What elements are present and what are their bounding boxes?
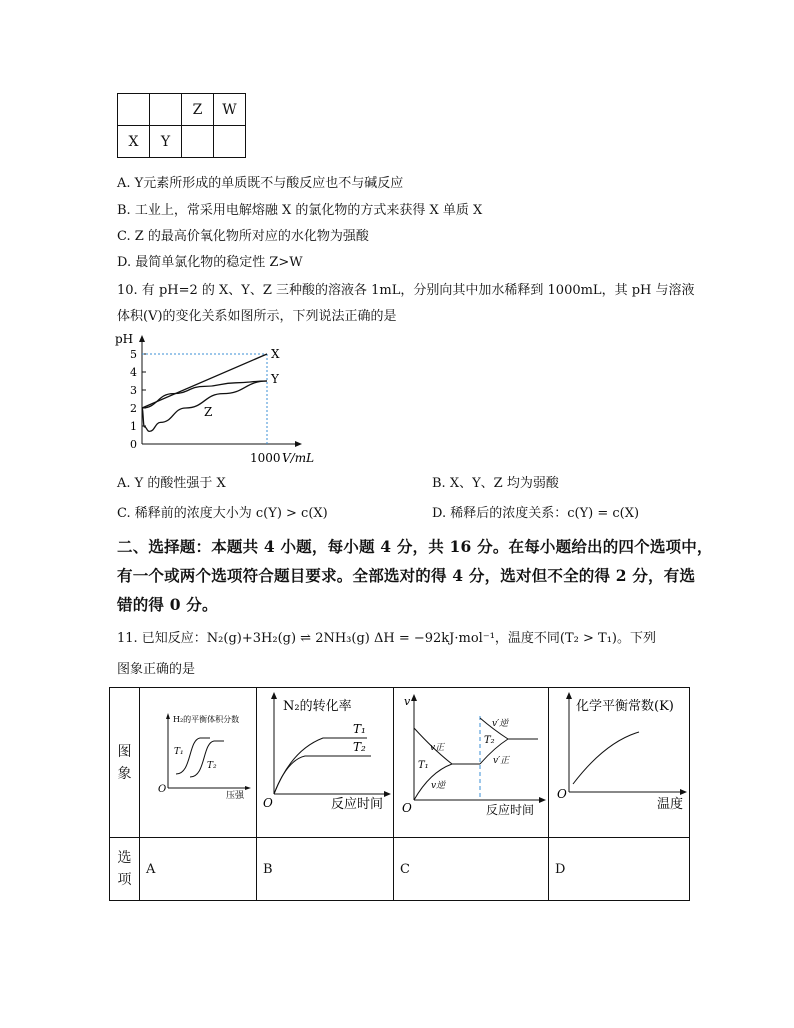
row-header-graphs [110, 688, 140, 838]
q10-option-a: A. Y 的酸性强于 X [117, 476, 226, 491]
option-b-cell: B [257, 838, 394, 901]
graph-a-curve-t2 [190, 741, 224, 777]
graph-a-cell [140, 688, 257, 838]
graph-a-t1: T₁ [174, 747, 184, 757]
row-header-label: 选项 [117, 850, 132, 888]
graph-b-cell [257, 688, 394, 838]
graph-c-origin: O [402, 801, 412, 815]
graph-d-xlabel: 温度 [657, 797, 684, 812]
y-tick-label: 4 [130, 366, 137, 379]
graph-a-t2: T₂ [207, 761, 217, 771]
section2-line1: 二、选择题：本题共 4 小题，每小题 4 分，共 16 分。在每小题给出的四个选项中， [117, 537, 713, 556]
q10-option-b: B. X、Y、Z 均为弱酸 [432, 476, 559, 491]
q9-option-b: B. 工业上，常采用电解熔融 X 的氯化物的方式来获得 X 单质 X [117, 203, 483, 218]
ph-chart [112, 330, 327, 468]
q9-option-c: C. Z 的最高价氧化物所对应的水化物为强酸 [117, 229, 369, 244]
graph-d-origin: O [557, 787, 567, 801]
graph-a-x-arrow [245, 786, 251, 790]
series-label-x: X [271, 347, 280, 361]
x-axis-label: V/mL [282, 451, 315, 465]
q11-stem-line1: 11. 已知反应：N₂(g)+3H₂(g) ⇌ 2NH₃(g) ΔH = −92kJ·mol⁻¹，温度不同(T₂ > T₁)。下列 [117, 631, 656, 646]
graph-b-xlabel: 反应时间 [331, 797, 384, 812]
table-cell: W [214, 94, 246, 126]
x-tick-label: 1000 [250, 451, 281, 465]
series-label-z: Z [204, 405, 213, 419]
option-a-cell: A [140, 838, 257, 901]
q10-stem-line1: 10. 有 pH=2 的 X、Y、Z 三种酸的溶液各 1mL，分别向其中加水稀释到 1000mL，其 pH 与溶液 [117, 283, 695, 298]
graph-c-v2-rev-label: v′逆 [492, 719, 509, 729]
series-line-x [142, 354, 267, 408]
graph-d-cell [549, 688, 690, 838]
y-tick-label: 2 [130, 402, 137, 415]
graph-a-xlabel: 压强 [226, 791, 245, 801]
graph-a [140, 688, 256, 833]
section2-line2: 有一个或两个选项符合题目要求。全部选对的得 4 分，选对但不全的得 2 分，有选 [117, 566, 696, 585]
graph-c-ylabel: v [404, 695, 411, 708]
y-axis-label: pH [115, 332, 134, 346]
table-cell [118, 94, 150, 126]
graph-a-origin: O [158, 784, 167, 795]
table-cell [182, 126, 214, 158]
graph-c [394, 688, 548, 833]
y-axis-arrow [139, 335, 145, 342]
graph-a-y-arrow [166, 713, 170, 719]
graph-a-title: H₂的平衡体积分数 [173, 715, 240, 724]
graph-c-v-fwd-label: v正 [430, 743, 445, 753]
graph-c-t2: T₂ [484, 735, 495, 746]
graph-c-y-arrow [411, 694, 417, 701]
graph-d-curve [573, 732, 639, 784]
series-label-y: Y [271, 372, 279, 386]
graph-b-curve-t2 [274, 756, 371, 794]
q10-stem-line2: 体积(V)的变化关系如图所示，下列说法正确的是 [117, 309, 397, 324]
q9-option-d: D. 最简单氯化物的稳定性 Z>W [117, 255, 303, 270]
graph-c-x-arrow [539, 797, 546, 803]
option-c-cell: C [394, 838, 549, 901]
graph-c-v2-fwd-label: v′正 [493, 756, 510, 766]
q10-option-d: D. 稀释后的浓度关系：c(Y) = c(X) [432, 506, 640, 521]
graph-c-t1: T₁ [418, 760, 429, 771]
row-header-label: 图象 [117, 743, 132, 782]
graph-b-origin: O [263, 796, 273, 810]
section2-line3: 错的得 0 分。 [117, 595, 218, 614]
y-tick-label: 3 [130, 384, 137, 397]
graph-d-y-arrow [566, 692, 572, 699]
y-tick-label: 1 [130, 420, 137, 433]
table-cell: Z [182, 94, 214, 126]
graph-d-x-arrow [680, 789, 687, 795]
y-tick-label: 0 [130, 438, 137, 451]
table-cell [150, 94, 182, 126]
graph-d [549, 688, 689, 833]
table-cell: X [118, 126, 150, 158]
graph-b-x-arrow [384, 791, 391, 797]
graph-d-title: 化学平衡常数(K) [576, 699, 674, 714]
periodic-table-fragment [117, 93, 246, 158]
q11-stem-line2: 图象正确的是 [117, 662, 196, 677]
graph-b-t1: T₁ [353, 722, 366, 736]
q10-option-c: C. 稀释前的浓度大小为 c(Y) > c(X) [117, 506, 328, 521]
graph-b-t2: T₂ [353, 740, 366, 754]
table-cell [214, 126, 246, 158]
row-header-options [110, 838, 140, 901]
graph-c-xlabel: 反应时间 [486, 803, 535, 817]
graph-c-v-rev-label: v逆 [431, 781, 446, 791]
option-d-cell: D [549, 838, 690, 901]
graph-b-title: N₂的转化率 [283, 699, 352, 714]
y-tick-label: 5 [130, 348, 137, 361]
q11-options-table [109, 687, 690, 901]
table-cell: Y [150, 126, 182, 158]
q9-option-a: A. Y元素所形成的单质既不与酸反应也不与碱反应 [117, 176, 404, 191]
graph-b [257, 688, 393, 833]
graph-b-y-arrow [271, 692, 277, 699]
x-axis-arrow [295, 441, 302, 447]
graph-c-cell [394, 688, 549, 838]
